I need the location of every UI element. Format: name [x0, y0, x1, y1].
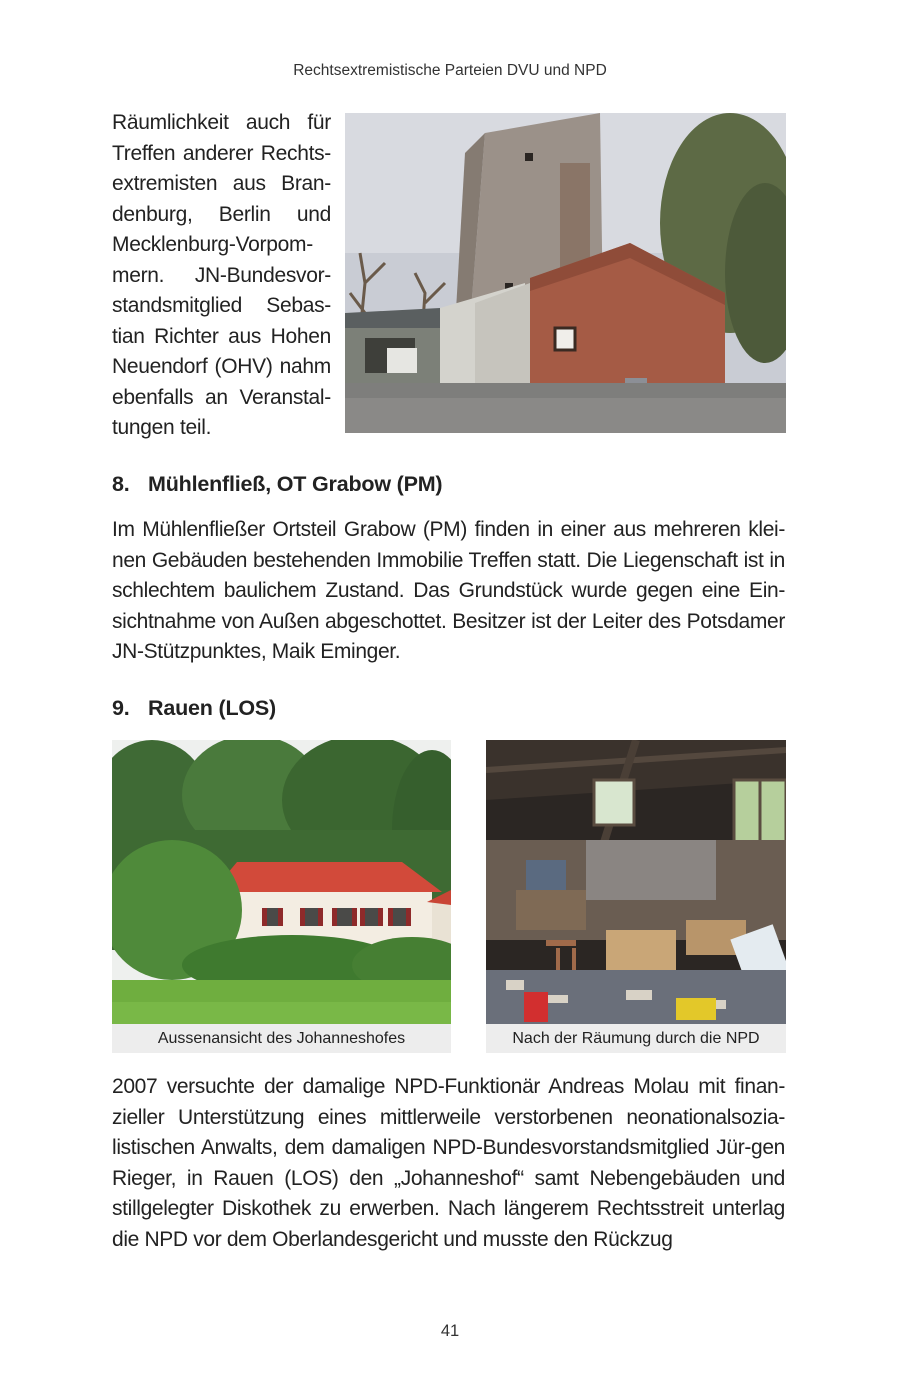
page-number: 41 [440, 1322, 460, 1340]
section-title: Mühlenfließ, OT Grabow (PM) [148, 472, 443, 496]
caption-johanneshof-exterior: Aussenansicht des Johanneshofes [112, 1024, 451, 1053]
section-number: 9. [112, 696, 130, 720]
section-heading-rauen [112, 696, 276, 721]
intro-paragraph: Räumlichkeit auch für Treffen anderer Rechts-extremisten aus Bran-denburg, Berlin und Mecklenburg-Vorpom-mern. JN-Bundesvor-standsmitglied Sebas-tian Richter aus Hohen Neuendorf (OHV) nahm ebenfalls an Veranstal-tungen teil. [112, 111, 331, 439]
section-title: Rauen (LOS) [148, 696, 276, 720]
caption-interior-after-clearance: Nach der Räumung durch die NPD [486, 1024, 786, 1053]
section-body-rauen: 2007 versuchte der damalige NPD-Funktionär Andreas Molau mit finan-zieller Unterstützung eines mittlerweile verstorbenen neonationalsozia-listischen Anwalts, dem damaligen NPD-Bundesvorstandsmitglied Jür-gen Rieger, in Rauen (LOS) den „Johanneshof“ samt Nebengebäuden und stillgelegter Diskothek zu erwerben. Nach längerem Rechtsstreit unterlag die NPD vor dem Oberlandesgericht und musste den Rückzug [112, 1075, 785, 1251]
section-heading-grabow [112, 472, 442, 497]
section-number: 8. [112, 472, 130, 496]
photo-johanneshof-exterior [112, 740, 451, 1024]
photo-grabow-building [345, 113, 786, 433]
photo-interior-after-clearance [486, 740, 786, 1024]
section-body-grabow: Im Mühlenfließer Ortsteil Grabow (PM) finden in einer aus mehreren klei-nen Gebäuden bestehenden Immobilie Treffen statt. Die Liegenschaft ist in schlechtem baulichem Zustand. Das Grundstück wurde gegen eine Ein-sichtnahme von Außen abgeschottet. Besitzer ist der Leiter des Potsdamer JN-Stützpunktes, Maik Eminger. [112, 518, 785, 663]
running-header: Rechtsextremistische Parteien DVU und NPD [293, 62, 607, 79]
